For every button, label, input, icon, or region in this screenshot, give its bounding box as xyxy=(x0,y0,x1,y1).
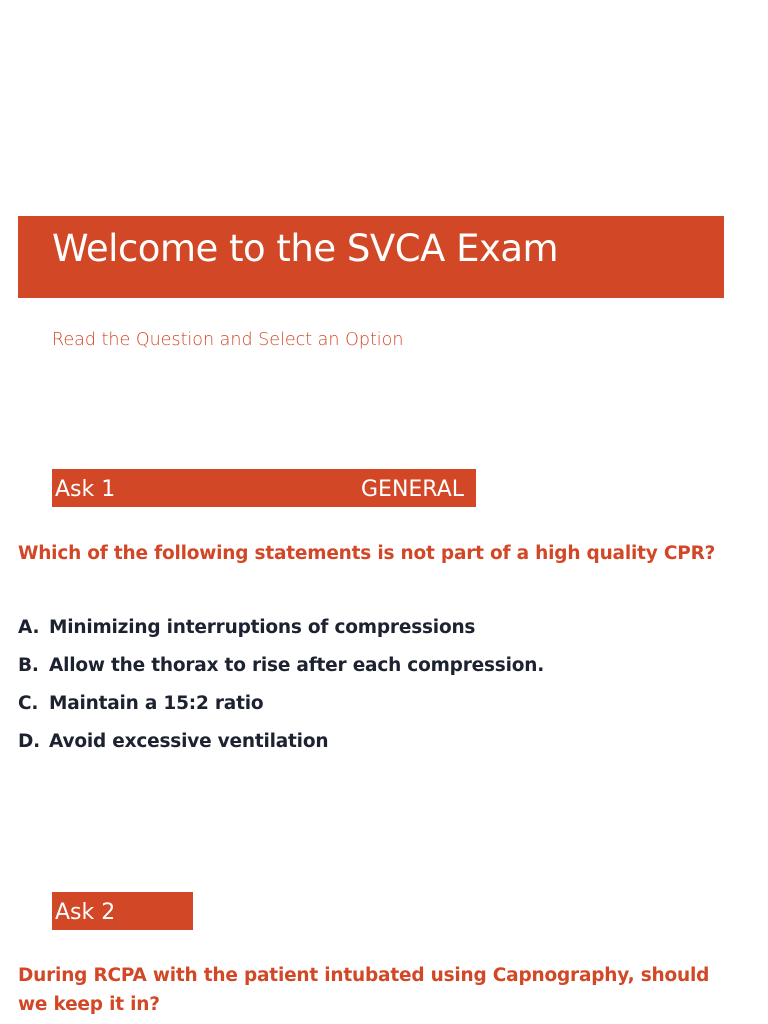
option-b-letter: B. xyxy=(18,655,39,676)
option-c-letter: C. xyxy=(18,693,39,714)
question-1-label: Ask 1 xyxy=(55,477,116,502)
option-b-text: Allow the thorax to rise after each compression. xyxy=(49,655,545,676)
option-a[interactable] xyxy=(18,614,544,652)
option-c-text: Maintain a 15:2 ratio xyxy=(49,693,264,714)
option-d[interactable] xyxy=(18,728,544,766)
question-1-text: Which of the following statements is not part of a high quality CPR? xyxy=(18,543,716,564)
option-a-letter: A. xyxy=(18,617,40,638)
option-b[interactable] xyxy=(18,652,544,690)
question-1-header xyxy=(52,469,476,507)
option-d-text: Avoid excessive ventilation xyxy=(49,731,329,752)
question-2-label: Ask 2 xyxy=(55,900,116,925)
option-d-letter: D. xyxy=(18,731,40,752)
question-2-header xyxy=(52,892,193,930)
question-1-category: GENERAL xyxy=(361,477,465,502)
option-c[interactable] xyxy=(18,690,544,728)
instructions-text: Read the Question and Select an Option xyxy=(52,330,404,350)
option-a-text: Minimizing interruptions of compressions xyxy=(49,617,476,638)
question-1-options xyxy=(18,614,544,766)
page-title: Welcome to the SVCA Exam xyxy=(52,227,559,270)
title-banner xyxy=(18,216,724,298)
question-2-text: During RCPA with the patient intubated using Capnography, should we keep it in? xyxy=(18,965,710,1015)
